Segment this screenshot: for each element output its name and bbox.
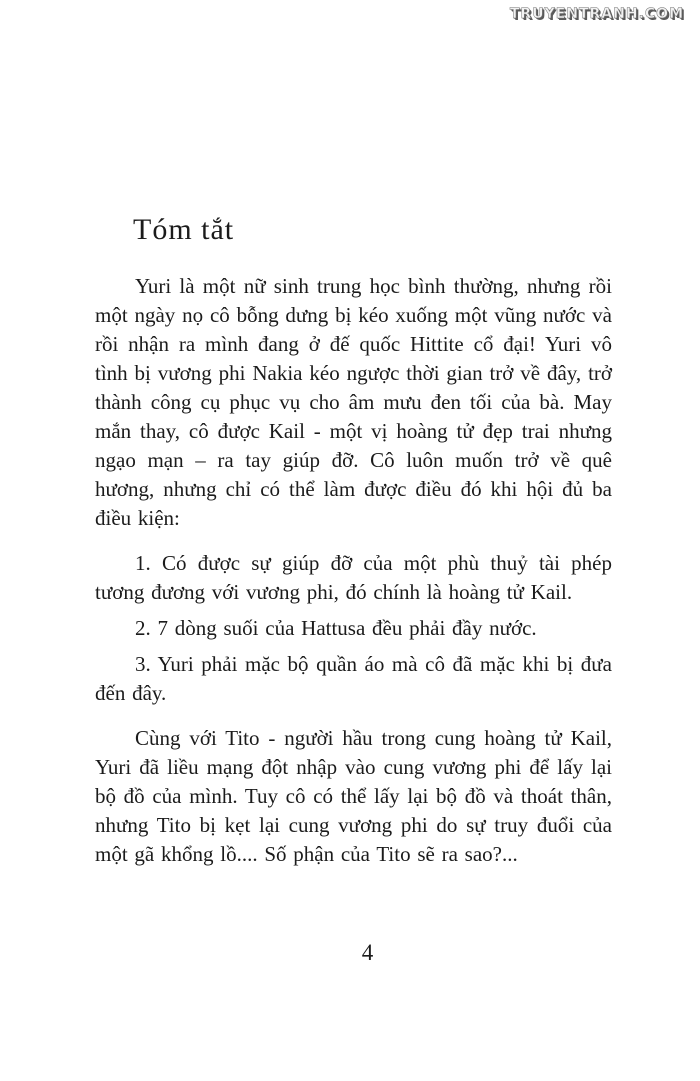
page-content [95, 212, 612, 869]
page-title: Tóm tắt [133, 213, 235, 246]
condition-item-1: 1. Có được sự giúp đỡ của một phù thuỷ tài phép tương đương với vương phi, đó chính là hoàng tử Kail. [95, 551, 612, 604]
condition-item-2: 2. 7 dòng suối của Hattusa đều phải đầy nước. [135, 616, 537, 640]
site-watermark: TRUYENTRANH.COM [509, 6, 684, 22]
page-number: 4 [361, 940, 374, 965]
intro-paragraph: Yuri là một nữ sinh trung học bình thường, nhưng rồi một ngày nọ cô bỗng dưng bị kéo xuống một vũng nước và rồi nhận ra mình đang ở đế quốc Hittite cổ đại! Yuri vô tình bị vương phi Nakia kéo ngược thời gian trở về đây, trở thành công cụ phục vụ cho âm mưu đen tối của bà. May mắn thay, cô được Kail - một vị hoàng tử đẹp trai nhưng ngạo mạn – ra tay giúp đỡ. Cô luôn muốn trở về quê hương, nhưng chỉ có thể làm được điều đó khi hội đủ ba điều kiện: [95, 274, 612, 530]
condition-item-3: 3. Yuri phải mặc bộ quần áo mà cô đã mặc khi bị đưa đến đây. [95, 652, 612, 705]
closing-paragraph: Cùng với Tito - người hầu trong cung hoàng tử Kail, Yuri đã liều mạng đột nhập vào cung vương phi để lấy lại bộ đồ của mình. Tuy cô có thể lấy lại bộ đồ và thoát thân, nhưng Tito bị kẹt lại cung vương phi do sự truy đuổi của một gã khổng lồ.... Số phận của Tito sẽ ra sao?... [95, 726, 612, 866]
